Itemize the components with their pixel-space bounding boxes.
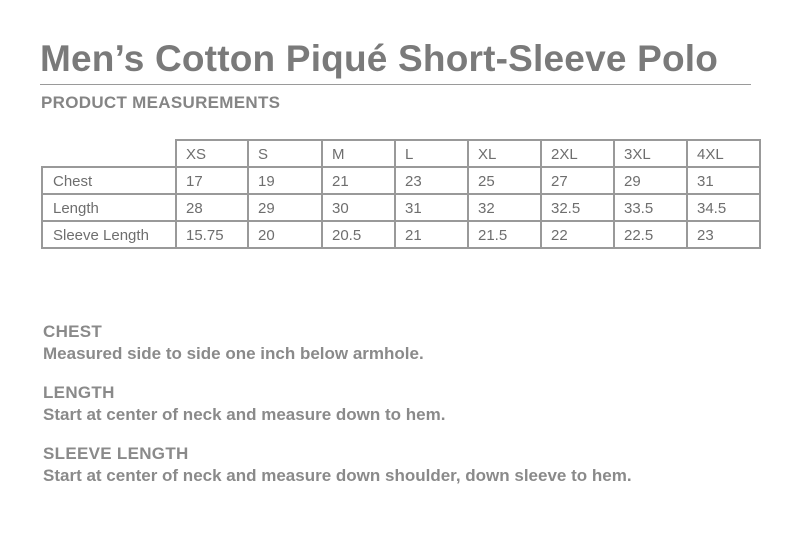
table-cell: 31	[395, 194, 468, 221]
note-sleeve-length	[43, 444, 763, 487]
table-cell: 20.5	[322, 221, 395, 248]
table-cell: 32.5	[541, 194, 614, 221]
note-heading: SLEEVE LENGTH	[43, 444, 189, 463]
row-label: Sleeve Length	[42, 221, 176, 248]
section-subtitle: PRODUCT MEASUREMENTS	[41, 93, 281, 112]
note-text: Start at center of neck and measure down shoulder, down sleeve to hem.	[43, 466, 632, 485]
table-cell: 21	[322, 167, 395, 194]
table-cell: 34.5	[687, 194, 760, 221]
title-divider	[40, 84, 751, 85]
note-chest	[43, 322, 763, 365]
size-header-cell: 4XL	[687, 140, 760, 167]
table-row-chest	[42, 167, 760, 194]
table-cell: 28	[176, 194, 248, 221]
size-header-cell: L	[395, 140, 468, 167]
table-cell: 21.5	[468, 221, 541, 248]
table-cell: 19	[248, 167, 322, 194]
table-cell: 15.75	[176, 221, 248, 248]
table-cell: 17	[176, 167, 248, 194]
table-cell: 25	[468, 167, 541, 194]
table-cell: 32	[468, 194, 541, 221]
note-length	[43, 383, 763, 426]
measurements-table	[41, 139, 761, 249]
table-cell: 21	[395, 221, 468, 248]
table-cell: 23	[687, 221, 760, 248]
note-heading: CHEST	[43, 322, 103, 341]
size-header-cell: S	[248, 140, 322, 167]
table-row-length	[42, 194, 760, 221]
size-header-cell: XL	[468, 140, 541, 167]
table-cell: 22	[541, 221, 614, 248]
table-cell: 29	[248, 194, 322, 221]
table-row-sleeve-length	[42, 221, 760, 248]
note-text: Start at center of neck and measure down to hem.	[43, 405, 446, 424]
row-label: Chest	[42, 167, 176, 194]
table-cell: 31	[687, 167, 760, 194]
note-heading: LENGTH	[43, 383, 115, 402]
table-cell: 22.5	[614, 221, 687, 248]
note-text: Measured side to side one inch below armhole.	[43, 344, 424, 363]
size-header-cell: 2XL	[541, 140, 614, 167]
size-header-row	[42, 140, 760, 167]
table-cell: 30	[322, 194, 395, 221]
table-cell: 27	[541, 167, 614, 194]
table-cell: 33.5	[614, 194, 687, 221]
row-label: Length	[42, 194, 176, 221]
size-header-cell: XS	[176, 140, 248, 167]
table-corner-cell	[42, 140, 176, 167]
table-cell: 23	[395, 167, 468, 194]
size-header-cell: 3XL	[614, 140, 687, 167]
size-header-cell: M	[322, 140, 395, 167]
measurement-notes	[43, 322, 763, 505]
table-cell: 29	[614, 167, 687, 194]
page-title: Men’s Cotton Piqué Short-Sleeve Polo	[40, 38, 719, 79]
table-cell: 20	[248, 221, 322, 248]
